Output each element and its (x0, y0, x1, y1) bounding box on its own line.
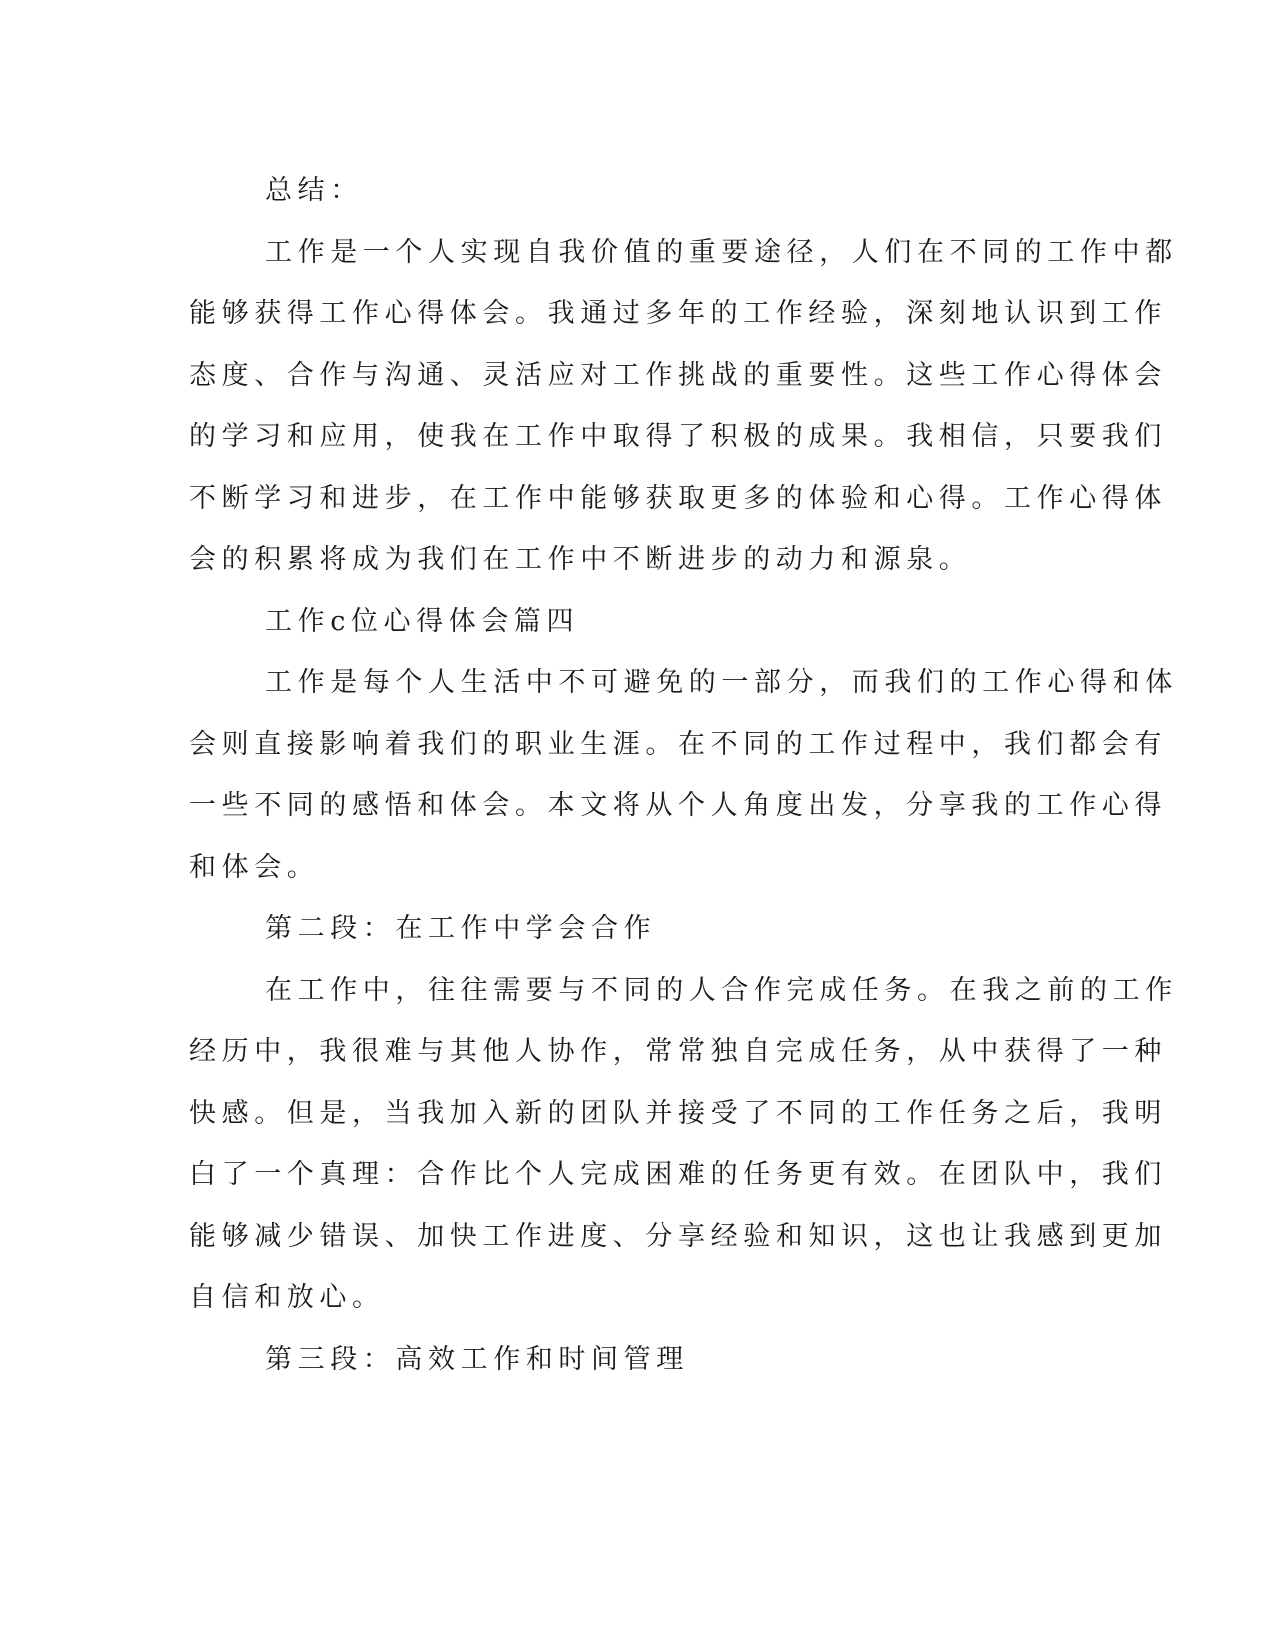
paragraph-line: 自信和放心。 (189, 1282, 385, 1313)
paragraph-line: 和体会。 (189, 851, 320, 883)
paragraph-line: 会则直接影响着我们的职业生涯。在不同的工作过程中，我们都会有 (189, 728, 1167, 760)
paragraph-line: 白了一个真理：合作比个人完成困难的任务更有效。在团队中，我们 (189, 1159, 1167, 1190)
document-body (189, 160, 1178, 1390)
part3-heading: 第三段：高效工作和时间管理 (265, 1343, 689, 1375)
paragraph-line: 在工作中，往往需要与不同的人合作完成任务。在我之前的工作 (265, 974, 1178, 1006)
intro-paragraph (189, 652, 1178, 898)
paragraph-line: 工作是每个人生活中不可避免的一部分，而我们的工作心得和体 (265, 667, 1178, 698)
paragraph-line: 能够获得工作心得体会。我通过多年的工作经验，深刻地认识到工作 (189, 298, 1167, 329)
section-title: 工作c位心得体会篇四 (265, 605, 580, 637)
paragraph-line: 的学习和应用，使我在工作中取得了积极的成果。我相信，只要我们 (189, 421, 1167, 452)
paragraph-line: 会的积累将成为我们在工作中不断进步的动力和源泉。 (189, 544, 972, 575)
part2-paragraph (189, 960, 1178, 1329)
summary-heading: 总结： (265, 175, 363, 206)
paragraph-line: 快感。但是，当我加入新的团队并接受了不同的工作任务之后，我明 (189, 1097, 1167, 1129)
paragraph-line: 态度、合作与沟通、灵活应对工作挑战的重要性。这些工作心得体会 (189, 359, 1167, 391)
paragraph-line: 能够减少错误、加快工作进度、分享经验和知识，这也让我感到更加 (189, 1220, 1167, 1252)
paragraph-line: 不断学习和进步，在工作中能够获取更多的体验和心得。工作心得体 (189, 482, 1167, 514)
paragraph-line: 一些不同的感悟和体会。本文将从个人角度出发，分享我的工作心得 (189, 790, 1167, 821)
summary-paragraph (189, 222, 1178, 591)
part2-heading: 第二段：在工作中学会合作 (265, 913, 657, 944)
paragraph-line: 经历中，我很难与其他人协作，常常独自完成任务，从中获得了一种 (189, 1036, 1167, 1067)
paragraph-line: 工作是一个人实现自我价值的重要途径，人们在不同的工作中都 (265, 236, 1178, 268)
